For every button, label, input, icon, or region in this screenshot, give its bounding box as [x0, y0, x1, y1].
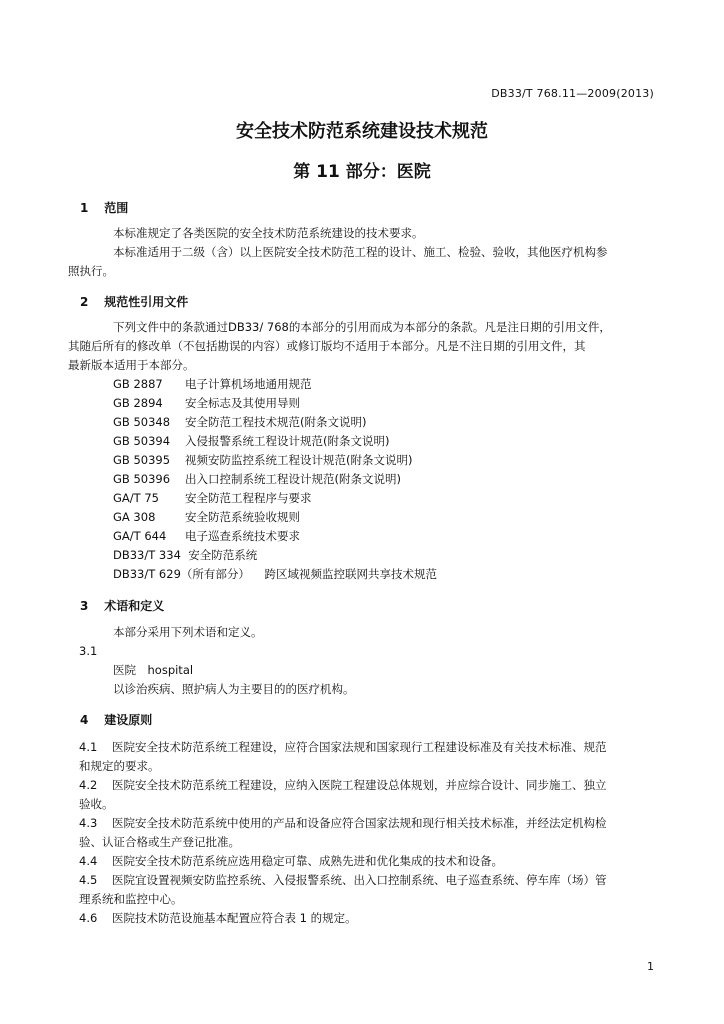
section-number: 3 [80, 599, 89, 613]
principle-text: 医院技术防范设施基本配置应符合表 1 的规定。 [112, 911, 357, 925]
principle-text-continued: 和规定的要求。 [79, 759, 160, 773]
reference-code: GA/T 644 [113, 529, 167, 543]
document-title: 安全技术防范系统建设技术规范 [236, 121, 488, 142]
reference-item [113, 452, 412, 468]
term-definition: 以诊治疾病、照护病人为主要目的的医疗机构。 [113, 682, 355, 696]
references-intro-line-2: 其随后所有的修改单（不包括勘误的内容）或修订版均不适用于本部分。凡是不注日期的引用文件，其 [68, 339, 586, 353]
reference-title: 安全防范系统 [188, 548, 258, 562]
principle-text: 医院安全技术防范系统工程建设，应纳入医院工程建设总体规划，并应综合设计、同步施工、独立 [112, 778, 607, 792]
reference-title: 安全标志及其使用导则 [185, 396, 300, 410]
reference-item [113, 528, 300, 544]
reference-item [113, 433, 389, 449]
terms-intro: 本部分采用下列术语和定义。 [113, 625, 263, 639]
section-number: 2 [80, 295, 89, 309]
principle-item [79, 871, 654, 909]
reference-title: 安全防范系统验收规则 [185, 510, 300, 524]
reference-item [113, 509, 300, 525]
document-subtitle: 第 11 部分：医院 [293, 162, 431, 182]
principle-number: 4.3 [79, 816, 98, 830]
principle-text-continued: 验、认证合格或生产登记批准。 [79, 835, 240, 849]
principle-number: 4.4 [79, 854, 98, 868]
scope-paragraph-1: 本标准规定了各类医院的安全技术防范系统建设的技术要求。 [113, 226, 424, 240]
reference-title: 安全防范工程程序与要求 [185, 491, 312, 505]
scope-paragraph-2-line-1: 本标准适用于二级（含）以上医院安全技术防范工程的设计、施工、检验、验收，其他医疗机构参 [113, 245, 608, 259]
reference-item [113, 376, 312, 392]
reference-code: GB 50348 [113, 415, 171, 429]
reference-code: DB33/T 334 [113, 548, 181, 562]
section-title: 建设原则 [104, 713, 153, 727]
reference-title: 视频安防监控系统工程设计规范(附条文说明) [185, 453, 413, 467]
reference-code: GB 50394 [113, 434, 171, 448]
reference-code: GB 2887 [113, 377, 163, 391]
principle-number: 4.2 [79, 778, 98, 792]
principle-text-continued: 理系统和监控中心。 [79, 892, 183, 906]
section-title: 范围 [104, 201, 129, 215]
reference-code: GA 308 [113, 510, 156, 524]
reference-title: 安全防范工程技术规范(附条文说明) [185, 415, 367, 429]
reference-title: 电子巡查系统技术要求 [185, 529, 300, 543]
principle-number: 4.5 [79, 873, 98, 887]
principle-text: 医院安全技术防范系统应选用稳定可靠、成熟先进和优化集成的技术和设备。 [112, 854, 503, 868]
section-number: 1 [80, 201, 89, 215]
term-number: 3.1 [79, 644, 98, 658]
reference-title: 跨区域视频监控联网共享技术规范 [264, 567, 438, 581]
principle-item [79, 852, 654, 871]
reference-code: GB 2894 [113, 396, 163, 410]
reference-title: 电子计算机场地通用规范 [185, 377, 312, 391]
section-title: 规范性引用文件 [104, 295, 189, 309]
principle-text: 医院安全技术防范系统工程建设，应符合国家法规和国家现行工程建设标准及有关技术标准、规范 [112, 740, 607, 754]
reference-title: 出入口控制系统工程设计规范(附条文说明) [185, 472, 401, 486]
section-number: 4 [80, 713, 89, 727]
section-1-heading [80, 199, 128, 216]
reference-item [113, 566, 437, 582]
reference-item [113, 395, 300, 411]
reference-item [113, 547, 257, 563]
principle-text: 医院安全技术防范系统中使用的产品和设备应符合国家法规和现行相关技术标准，并经法定机构检 [112, 816, 607, 830]
principle-text-continued: 验收。 [79, 797, 114, 811]
reference-title: 入侵报警系统工程设计规范(附条文说明) [185, 434, 390, 448]
principle-item [79, 909, 654, 928]
scope-paragraph-2-line-2: 照执行。 [68, 264, 114, 278]
references-intro-line-3: 最新版本适用于本部分。 [68, 358, 195, 372]
principle-item [79, 814, 654, 852]
principle-number: 4.6 [79, 911, 98, 925]
section-3-heading [80, 597, 164, 614]
reference-item [113, 490, 312, 506]
section-2-heading [80, 293, 188, 310]
section-4-heading [80, 711, 152, 728]
principle-item [79, 776, 654, 814]
reference-item [113, 414, 366, 430]
principle-text: 医院宜设置视频安防监控系统、入侵报警系统、出入口控制系统、电子巡查系统、停车库（场）管 [112, 873, 607, 887]
principle-item [79, 738, 654, 776]
standard-code: DB33/T 768.11—2009(2013) [491, 87, 654, 100]
references-intro-line-1: 下列文件中的条款通过DB33/ 768的本部分的引用而成为本部分的条款。凡是注日期的引用文件， [113, 320, 611, 334]
term-name: 医院 hospital [113, 663, 194, 677]
principle-number: 4.1 [79, 740, 98, 754]
reference-code: GB 50396 [113, 472, 171, 486]
reference-item [113, 471, 401, 487]
reference-code: GA/T 75 [113, 491, 159, 505]
reference-code: DB33/T 629（所有部分） [113, 567, 250, 581]
section-title: 术语和定义 [104, 599, 165, 613]
page-number: 1 [647, 960, 654, 973]
reference-code: GB 50395 [113, 453, 171, 467]
